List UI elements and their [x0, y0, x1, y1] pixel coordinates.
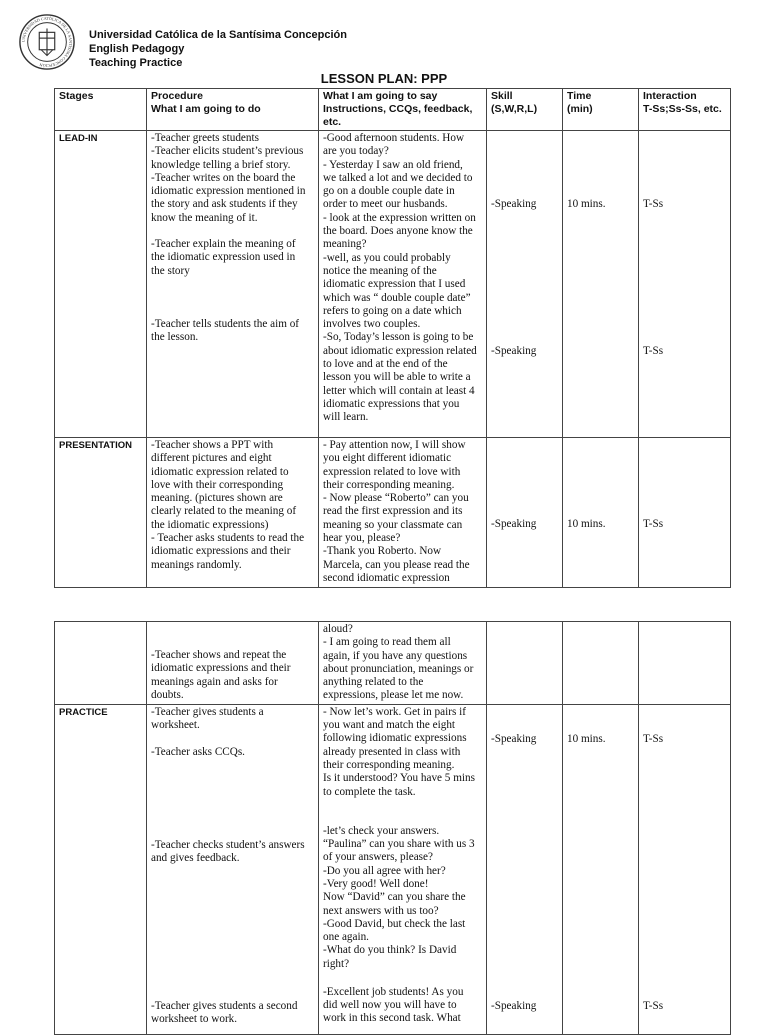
- interaction-practice: T-Ss T-Ss: [639, 704, 731, 1034]
- skill-presentation: -Speaking: [487, 438, 563, 588]
- table-header-row: [55, 89, 731, 131]
- header-skill: Skill (S,W,R,L): [487, 89, 563, 131]
- procedure-continuation: -Teacher shows and repeat the idiomatic expressions and their meanings again and asks for doubts.: [147, 622, 319, 705]
- say-continuation: aloud? - I am going to read them all again, if you have any questions about pronunciation, meanings or anything related to the expressions, please let me now.: [319, 622, 487, 705]
- table-row-practice: [55, 704, 731, 1034]
- interaction-presentation: T-Ss: [639, 438, 731, 588]
- procedure-presentation: -Teacher shows a PPT with different pictures and eight idiomatic expression related to love with their corresponding meaning. (pictures shown are clearly related to the meaning of the idiomatic expressions) - Teacher asks students to read the idiomatic expressions and their meanings randomly.: [147, 438, 319, 588]
- interaction-leadin: T-Ss T-Ss: [639, 131, 731, 438]
- header-say: What I am going to say Instructions, CCQs, feedback, etc.: [319, 89, 487, 131]
- stage-practice: PRACTICE: [55, 704, 147, 1034]
- stage-presentation: PRESENTATION: [55, 438, 147, 588]
- skill-leadin: -Speaking -Speaking: [487, 131, 563, 438]
- svg-text:UNIVERSIDAD CATÓLICA DE LA SAN: UNIVERSIDAD CATÓLICA DE LA SANTÍSIMA CONCEPCIÓN: [20, 15, 74, 69]
- procedure-practice: -Teacher gives students a worksheet. -Teacher asks CCQs. -Teacher checks student’s answers and gives feedback. -Teacher gives students a second worksheet to work.: [147, 704, 319, 1034]
- university-name: Universidad Católica de la Santísima Concepción: [89, 29, 347, 41]
- say-practice: - Now let’s work. Get in pairs if you want and match the eight following idiomatic expressions already presented in class with their corresponding meaning. Is it understood? You have 5 mins to complete the task. -let’s check your answers. “Paulina” can you share with us 3 of your answers, please? -Do you all agree with her? -Very good! Well done! Now “David” can you share the next answers with us too? -Good David, but check the last one again. -What do you think? Is David right? -Excellent job students! As you did well now you will have to work in this second task. What: [319, 704, 487, 1034]
- program-name: English Pedagogy: [89, 43, 185, 55]
- skill-continuation: [487, 622, 563, 705]
- say-presentation: - Pay attention now, I will show you eight different idiomatic expression related to love with their corresponding meaning. - Now please “Roberto” can you read the first expression and its meaning so your classmate can hear you, please? -Thank you Roberto. Now Marcela, can you please read the second idiomatic expression: [319, 438, 487, 588]
- time-practice: 10 mins.: [563, 704, 639, 1034]
- say-leadin: -Good afternoon students. How are you today? - Yesterday I saw an old friend, we talked a lot and we decided to go on a double couple date in order to meet our husbands. - look at the expression written on the board. Does anyone know the meaning? -well, as you could probably notice the meaning of the idiomatic expression that I used which was “ double couple date” refers to going on a date which involves two couples. -So, Today’s lesson is going to be about idiomatic expression related to love and at the end of the lesson you will be able to write a letter which will contain at least 4 idiomatic expressions that you will learn.: [319, 131, 487, 438]
- header-procedure: Procedure What I am going to do: [147, 89, 319, 131]
- time-leadin: 10 mins.: [563, 131, 639, 438]
- header-time: Time (min): [563, 89, 639, 131]
- header-interaction: Interaction T-Ss;Ss-Ss, etc.: [639, 89, 731, 131]
- table-row-presentation: [55, 438, 731, 588]
- time-presentation: 10 mins.: [563, 438, 639, 588]
- page-title: LESSON PLAN: PPP: [320, 71, 448, 86]
- header-stages: Stages: [55, 89, 147, 131]
- table-row-continuation: [55, 622, 731, 705]
- procedure-leadin: -Teacher greets students -Teacher elicits student’s previous knowledge telling a brief story. -Teacher writes on the board the idiomatic expression mentioned in the story and ask students if they know the meaning of it. -Teacher explain the meaning of the idiomatic expression used in the story -Teacher tells students the aim of the lesson.: [147, 131, 319, 438]
- stage-continuation: [55, 622, 147, 705]
- interaction-continuation: [639, 622, 731, 705]
- lesson-plan-table-page1: [54, 88, 731, 588]
- stage-leadin: LEAD-IN: [55, 131, 147, 438]
- university-seal-logo: [18, 13, 76, 71]
- table-row-leadin: [55, 131, 731, 438]
- course-name: Teaching Practice: [89, 57, 183, 69]
- time-continuation: [563, 622, 639, 705]
- skill-practice: -Speaking -Speaking: [487, 704, 563, 1034]
- lesson-plan-table-page2: [54, 621, 731, 1035]
